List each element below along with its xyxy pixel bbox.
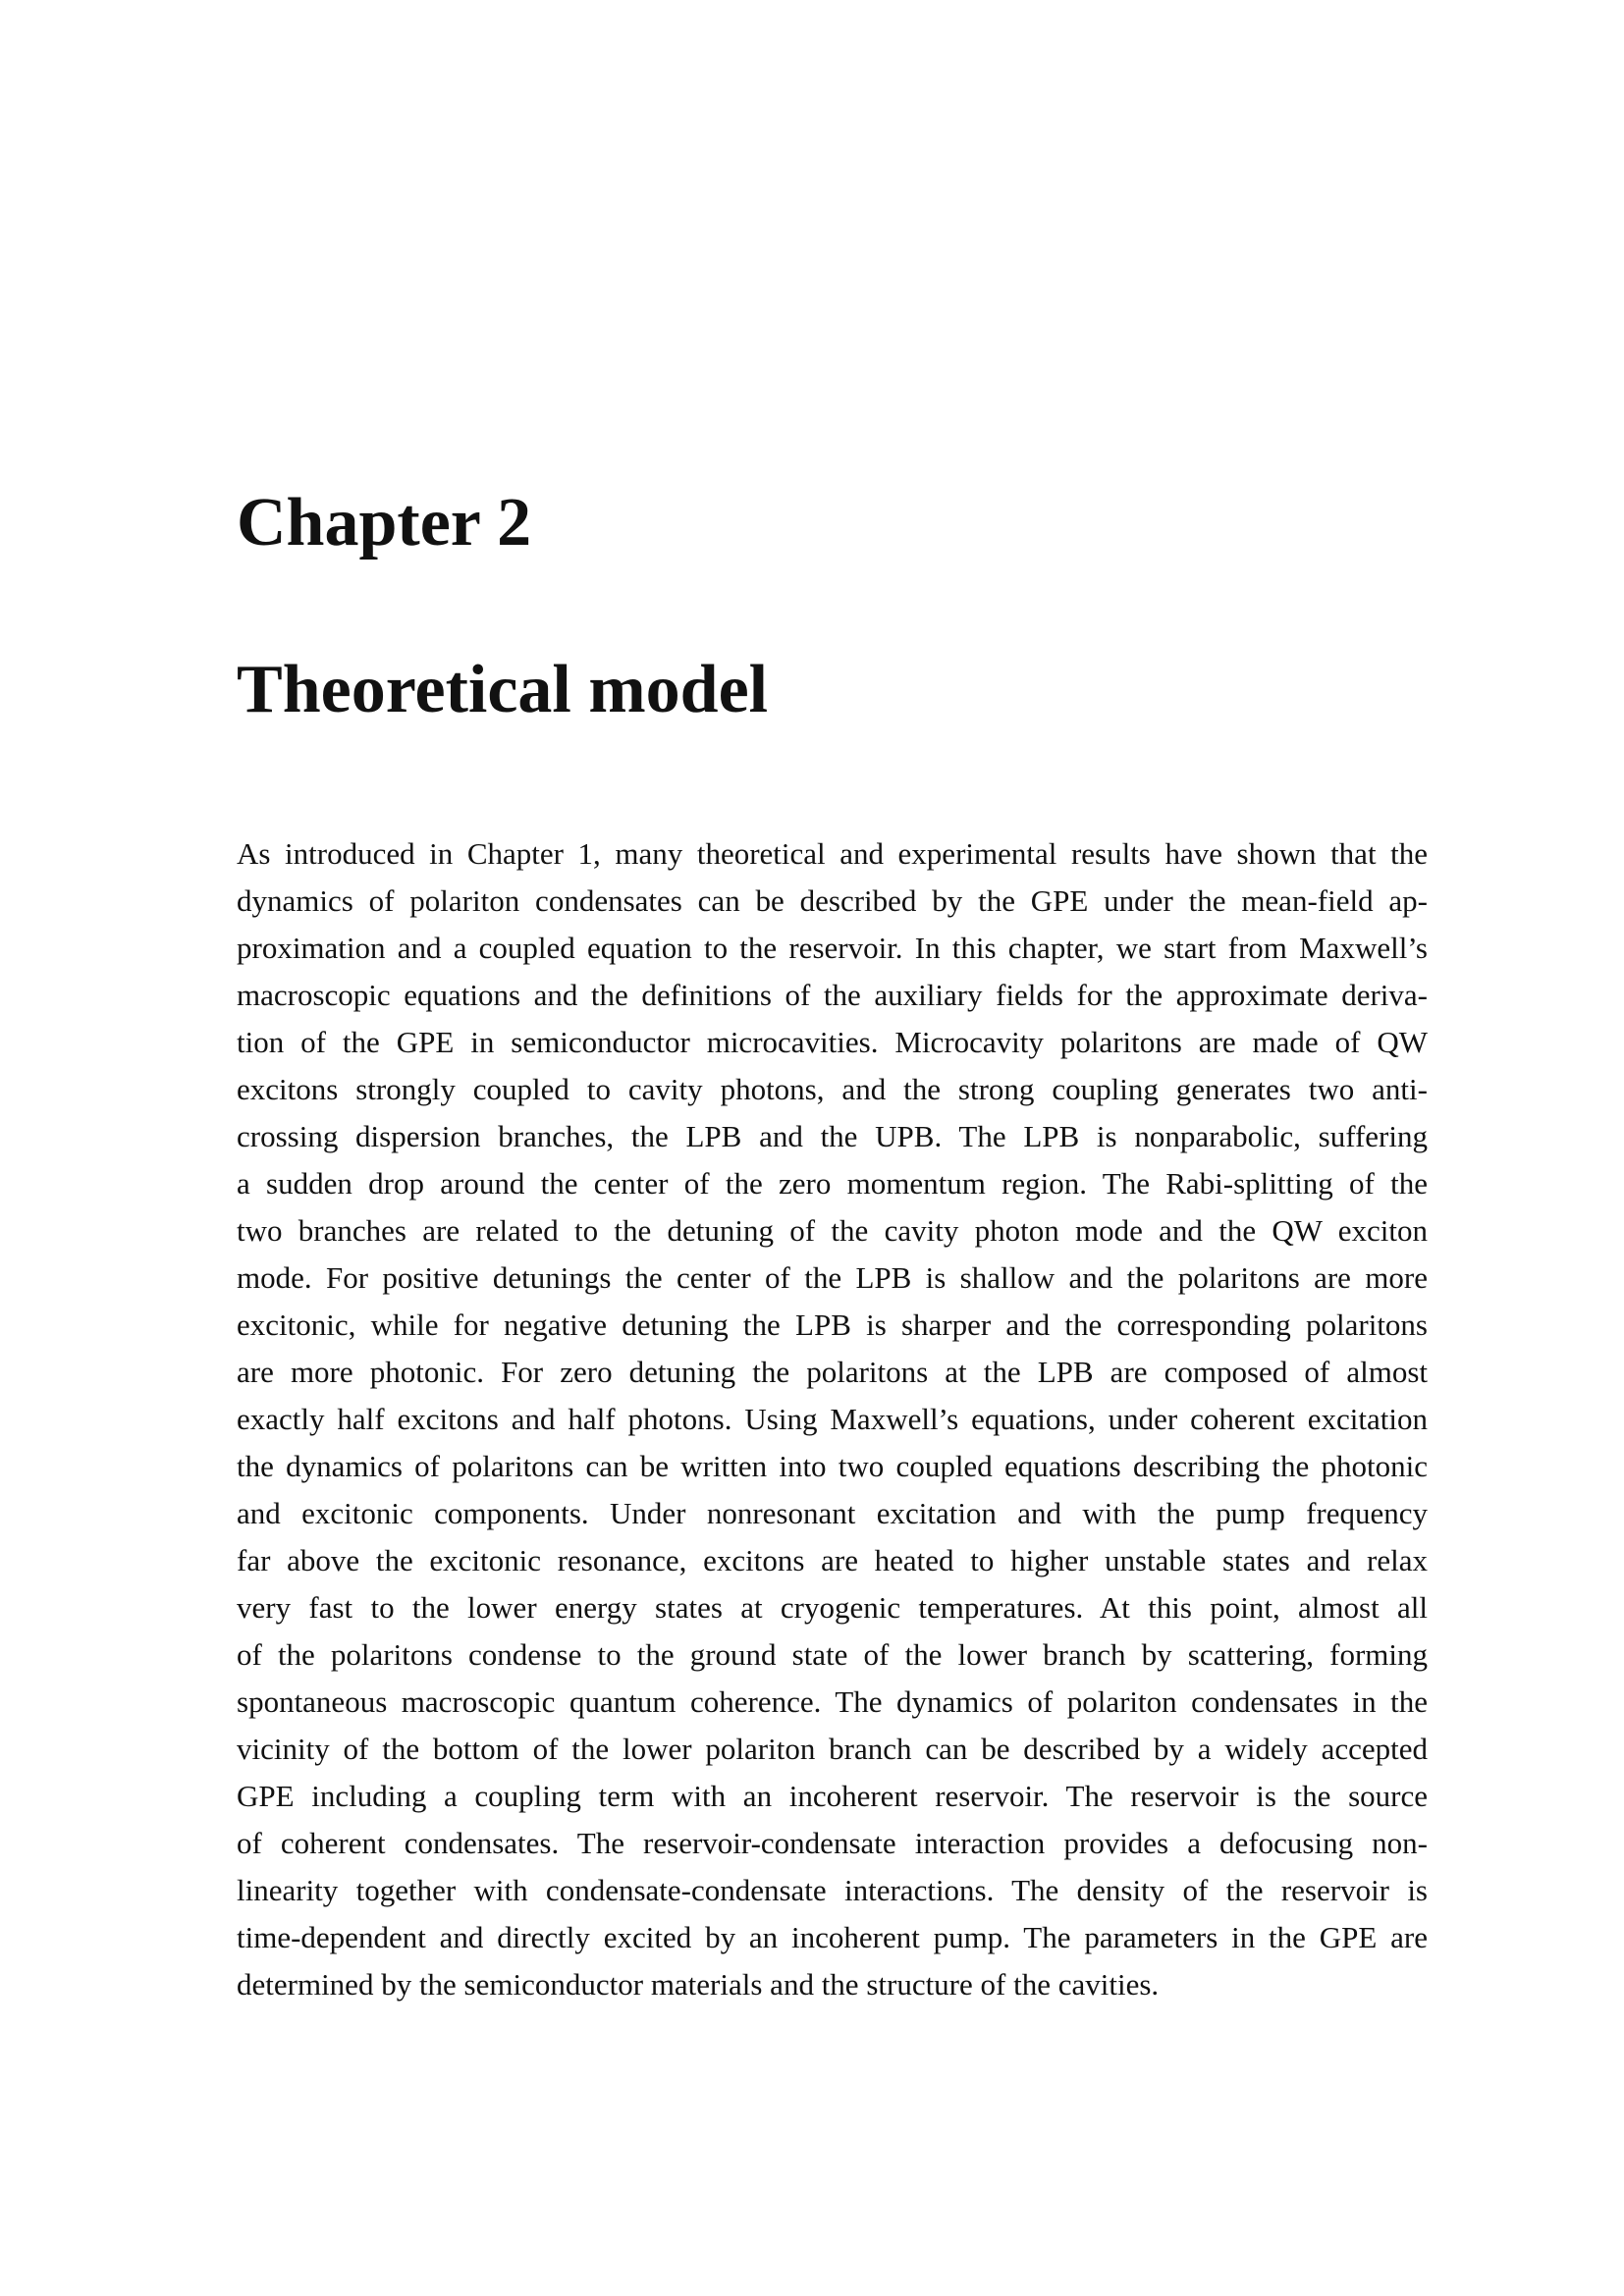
- paragraph-line: of the polaritons condense to the ground state of the lower branch by scattering, forming: [237, 1637, 1428, 1672]
- paragraph-line: mode. For positive detunings the center of the LPB is shallow and the polaritons are more: [237, 1260, 1428, 1295]
- paragraph-line: determined by the semiconductor materials and the structure of the cavities.: [237, 1967, 1160, 2002]
- paragraph-line: spontaneous macroscopic quantum coherence. The dynamics of polariton condensates in the: [237, 1684, 1428, 1719]
- chapter-number: Chapter 2: [237, 485, 532, 561]
- paragraph-line: tion of the GPE in semiconductor microcavities. Microcavity polaritons are made of QW: [237, 1025, 1428, 1059]
- paragraph-line: linearity together with condensate-condensate interactions. The density of the reservoir is: [237, 1873, 1428, 1907]
- paragraph-line: the dynamics of polaritons can be written into two coupled equations describing the photonic: [237, 1449, 1428, 1483]
- paragraph-line: far above the excitonic resonance, excitons are heated to higher unstable states and relax: [237, 1543, 1428, 1577]
- paragraph-line: macroscopic equations and the definitions of the auxiliary fields for the approximate deriva-: [237, 978, 1428, 1012]
- paragraph-line: dynamics of polariton condensates can be described by the GPE under the mean-field ap-: [237, 883, 1428, 918]
- paragraph-line: GPE including a coupling term with an incoherent reservoir. The reservoir is the source: [237, 1779, 1428, 1813]
- chapter-intro-paragraph: [237, 830, 1428, 2008]
- paragraph-line: are more photonic. For zero detuning the polaritons at the LPB are composed of almost: [237, 1355, 1428, 1389]
- paragraph-line: proximation and a coupled equation to the reservoir. In this chapter, we start from Maxwell’s: [237, 931, 1428, 965]
- paragraph-line: time-dependent and directly excited by an incoherent pump. The parameters in the GPE are: [237, 1920, 1428, 1954]
- paragraph-line: As introduced in Chapter 1, many theoretical and experimental results have shown that the: [237, 836, 1428, 871]
- paragraph-line: excitonic, while for negative detuning the LPB is sharper and the corresponding polaritons: [237, 1308, 1428, 1342]
- paragraph-line: crossing dispersion branches, the LPB and the UPB. The LPB is nonparabolic, suffering: [237, 1119, 1428, 1153]
- paragraph-line: two branches are related to the detuning of the cavity photon mode and the QW exciton: [237, 1213, 1428, 1248]
- chapter-title: Theoretical model: [237, 652, 769, 727]
- paragraph-line: and excitonic components. Under nonresonant excitation and with the pump frequency: [237, 1496, 1428, 1530]
- paragraph-line: excitons strongly coupled to cavity photons, and the strong coupling generates two anti-: [237, 1072, 1428, 1106]
- paragraph-line: of coherent condensates. The reservoir-condensate interaction provides a defocusing non-: [237, 1826, 1428, 1860]
- paragraph-line: very fast to the lower energy states at cryogenic temperatures. At this point, almost all: [237, 1590, 1428, 1625]
- paragraph-line: exactly half excitons and half photons. Using Maxwell’s equations, under coherent excitation: [237, 1402, 1428, 1436]
- paragraph-line: vicinity of the bottom of the lower polariton branch can be described by a widely accepted: [237, 1732, 1428, 1766]
- paragraph-line: a sudden drop around the center of the zero momentum region. The Rabi-splitting of the: [237, 1166, 1428, 1201]
